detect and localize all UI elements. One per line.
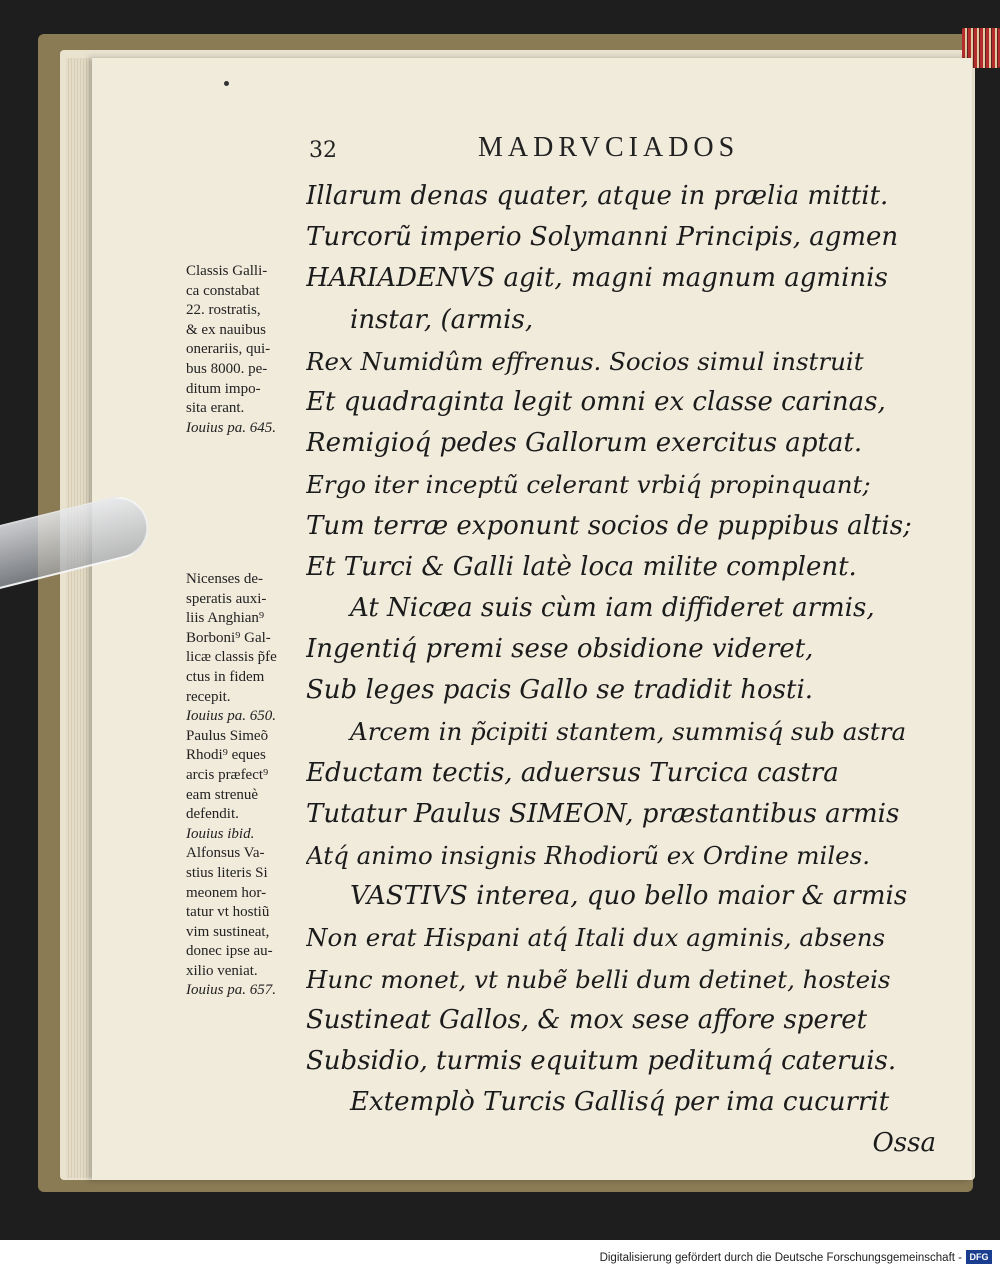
verse-line: Illarum denas quater, atque in prælia mittit. [306, 181, 889, 211]
verse-line: Sub leges pacis Gallo se tradidit hosti. [306, 675, 814, 706]
margin-note-line: ditum impo- [186, 380, 261, 397]
margin-note-line: Paulus Simeõ [186, 727, 269, 744]
verse-line: Subsidio, turmis equitum peditumq́ cateruis. [306, 1045, 897, 1076]
verse-line: Sustineat Gallos, & mox sese affore speret [306, 1004, 868, 1035]
verse-line: HARIADENVS agit, magni magnum agminis [306, 263, 888, 294]
margin-note-line: liis Anghian⁹ [186, 610, 265, 627]
verse-line: Atq́ animo insignis Rhodiorũ ex Ordine miles. [306, 841, 871, 870]
verse-line: instar, (armis, [350, 304, 534, 335]
margin-note-line: ca constabat [186, 282, 260, 299]
margin-note-line: & ex nauibus [186, 321, 266, 338]
margin-note-line: Nicenses de- [186, 571, 264, 587]
funding-credit: Digitalisierung gefördert durch die Deutsche Forschungsgemeinschaft - [599, 1252, 962, 1264]
margin-note-nicenses [186, 570, 304, 1001]
margin-note-line: arcis præfect⁹ [186, 766, 269, 783]
verse-text [306, 176, 946, 1165]
margin-note-line: eam strenuè [186, 786, 259, 803]
margin-note-citation: Iouius ibid. [186, 825, 255, 842]
margin-note-classis [186, 262, 304, 438]
verse-line: VASTIVS interea, quo bello maior & armis [350, 881, 908, 912]
verse-line: Hunc monet, vt nubẽ belli dum detinet, hosteis [306, 964, 891, 994]
verse-line: Non erat Hispani atq́ Itali dux agminis, absens [306, 923, 886, 953]
margin-note-line: 22. rostratis, [186, 302, 261, 319]
verse-line: Et quadraginta legit omni ex classe carinas, [306, 386, 886, 417]
margin-note-citation: Iouius pa. 650. [186, 708, 276, 725]
verse-line: Arcem in p̃cipiti stantem, summisq́ sub astra [350, 717, 907, 747]
margin-note-citation: Iouius pa. 657. [186, 982, 276, 999]
page-edges [66, 58, 92, 1178]
verse-line: Tutatur Paulus SIMEON, præstantibus armis [306, 798, 900, 829]
margin-note-line: defendit. [186, 806, 239, 823]
verse-line: Eductam tectis, aduersus Turcica castra [306, 757, 839, 788]
margin-note-line: xilio veniat. [186, 962, 258, 979]
margin-note-line: speratis auxi- [186, 590, 267, 607]
margin-note-line: Rhodi⁹ eques [186, 747, 266, 764]
margin-note-line: vim sustineat, [186, 923, 270, 940]
margin-note-line: meonem hor- [186, 884, 267, 901]
margin-note-line: Borboni⁹ Gal- [186, 629, 271, 646]
verse-line: Et Turci & Galli latè loca milite complent. [306, 551, 857, 582]
verse-line: Rex Numidûm effrenus. Socios simul instruit [306, 346, 864, 376]
margin-note-line: Classis Galli- [186, 263, 268, 279]
margin-note-line: ctus in fidem [186, 668, 265, 685]
verse-line: Extemplò Turcis Gallisq́ per ima cucurrit [350, 1087, 890, 1118]
running-head: MADRVCIADOS [478, 132, 740, 163]
ink-dot [224, 81, 229, 86]
margin-note-line: licæ classis p̃fe [186, 649, 277, 666]
verse-line: Ergo iter inceptũ celerant vrbiq́ propinquant; [306, 470, 871, 500]
margin-note-line: recepit. [186, 688, 231, 705]
verse-line: At Nicæa suis cùm iam diffideret armis, [350, 592, 875, 623]
margin-note-line: onerariis, qui- [186, 341, 271, 358]
dfg-logo: DFG [966, 1250, 992, 1264]
margin-note-line: sita erant. [186, 400, 245, 417]
catchword: Ossa [872, 1128, 936, 1159]
margin-note-line: Alfonsus Va- [186, 845, 265, 862]
verse-line: Tum terræ exponunt socios de puppibus altis; [306, 510, 912, 541]
page-number: 32 [309, 138, 337, 163]
margin-note-line: tatur vt hostiũ [186, 904, 270, 921]
verse-line: Ingentiq́ premi sese obsidione videret, [306, 634, 814, 665]
margin-note-line: bus 8000. pe- [186, 360, 268, 377]
verse-line: Remigioq́ pedes Gallorum exercitus aptat. [306, 428, 863, 459]
margin-note-line: stius literis Si [186, 864, 268, 881]
margin-note-citation: Iouius pa. 645. [186, 419, 276, 436]
verse-line: Turcorũ imperio Solymanni Principis, agmen [306, 222, 899, 253]
margin-note-line: donec ipse au- [186, 943, 273, 960]
